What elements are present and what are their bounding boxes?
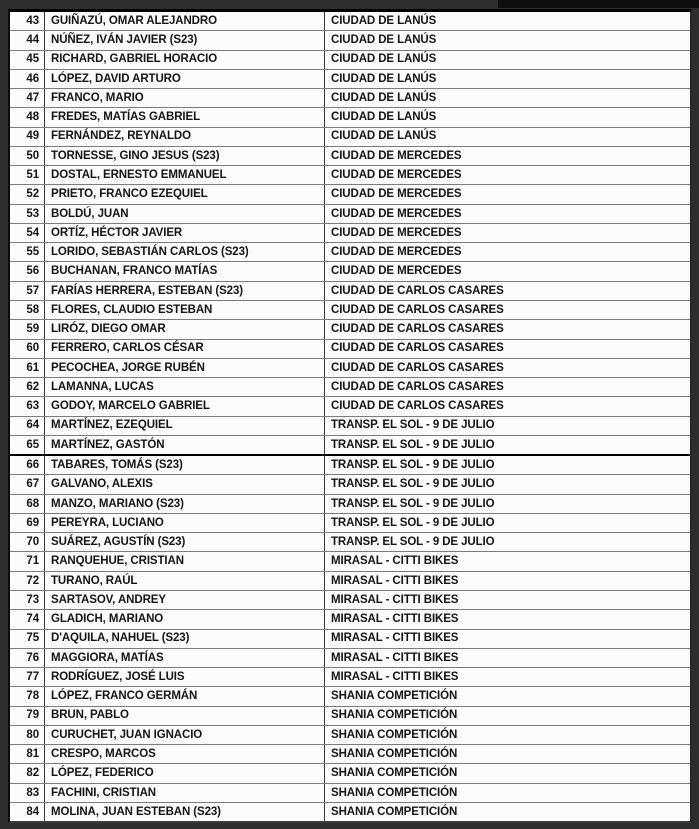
rider-name: ORTÍZ, HÉCTOR JAVIER: [45, 224, 325, 242]
rider-number: 79: [10, 707, 45, 725]
rider-name: FARÍAS HERRERA, ESTEBAN (S23): [45, 282, 325, 300]
rider-name: LIRÓZ, DIEGO OMAR: [45, 320, 325, 338]
rider-number: 58: [10, 301, 45, 319]
rider-number: 49: [10, 128, 45, 146]
table-row: [10, 51, 690, 70]
team-name: TRANSP. EL SOL - 9 DE JULIO: [331, 536, 495, 549]
rider-number: 77: [10, 668, 45, 686]
rider-number: 67: [10, 475, 45, 493]
rider-name: MAGGIORA, MATÍAS: [45, 649, 325, 667]
top-right-dark-block: [498, 0, 699, 8]
rider-name: LÓPEZ, FRANCO GERMÁN: [45, 687, 325, 705]
rider-name: GALVANO, ALEXIS: [45, 475, 325, 493]
team-name: SHANIA COMPETICIÓN: [331, 728, 458, 741]
rider-number: 84: [10, 803, 45, 821]
rider-number: 55: [10, 243, 45, 261]
team-name: CIUDAD DE LANÚS: [331, 14, 437, 27]
team-name: CIUDAD DE LANÚS: [331, 91, 437, 104]
rider-name: MOLINA, JUAN ESTEBAN (S23): [45, 803, 325, 821]
rider-name: TABARES, TOMÁS (S23): [45, 456, 325, 474]
rider-name: SARTASOV, ANDREY: [45, 591, 325, 609]
rider-name: PECOCHEA, JORGE RUBÉN: [45, 359, 325, 377]
table-row: [10, 572, 690, 591]
team-name: SHANIA COMPETICIÓN: [331, 767, 458, 780]
rider-name: RODRÍGUEZ, JOSÉ LUIS: [45, 668, 325, 686]
rider-number: 81: [10, 745, 45, 763]
rider-name: TURANO, RAÚL: [45, 572, 325, 590]
rider-number: 54: [10, 224, 45, 242]
rider-number: 80: [10, 726, 45, 744]
table-row: [10, 340, 690, 359]
team-name: CIUDAD DE LANÚS: [331, 72, 437, 85]
rider-name: CRESPO, MARCOS: [45, 745, 325, 763]
rider-number: 46: [10, 70, 45, 88]
team-name: CIUDAD DE LANÚS: [331, 34, 437, 47]
table-row: [10, 726, 690, 745]
team-name: SHANIA COMPETICIÓN: [331, 805, 458, 818]
rider-name: FACHINI, CRISTIAN: [45, 784, 325, 802]
team-name: SHANIA COMPETICIÓN: [331, 709, 458, 722]
rider-name: FERRERO, CARLOS CÉSAR: [45, 340, 325, 358]
table-row: [10, 243, 690, 262]
rider-number: 73: [10, 591, 45, 609]
team-name: SHANIA COMPETICIÓN: [331, 690, 458, 703]
rider-number: 74: [10, 610, 45, 628]
team-name: CIUDAD DE MERCEDES: [331, 207, 462, 220]
table-row: [10, 591, 690, 610]
rider-number: 65: [10, 436, 45, 454]
rider-name: MARTÍNEZ, EZEQUIEL: [45, 417, 325, 435]
table-row: [10, 89, 690, 108]
table-row: [10, 378, 690, 397]
rider-name: BRUN, PABLO: [45, 707, 325, 725]
table-row: [10, 456, 690, 475]
team-name: SHANIA COMPETICIÓN: [331, 786, 458, 799]
team-name: MIRASAL - CITTI BIKES: [331, 670, 459, 683]
rider-name: MANZO, MARIANO (S23): [45, 495, 325, 513]
rider-number: 62: [10, 378, 45, 396]
rider-name: LORIDO, SEBASTIÁN CARLOS (S23): [45, 243, 325, 261]
team-name: CIUDAD DE CARLOS CASARES: [331, 303, 504, 316]
rider-number: 48: [10, 108, 45, 126]
table-row: [10, 533, 690, 552]
rider-name: FRANCO, MARIO: [45, 89, 325, 107]
team-name: CIUDAD DE LANÚS: [331, 130, 437, 143]
rider-number: 61: [10, 359, 45, 377]
rider-name: RANQUEHUE, CRISTIAN: [45, 552, 325, 570]
team-name: MIRASAL - CITTI BIKES: [331, 613, 459, 626]
team-name: TRANSP. EL SOL - 9 DE JULIO: [331, 458, 495, 471]
table-row: [10, 668, 690, 687]
rider-number: 43: [10, 12, 45, 30]
rider-number: 69: [10, 514, 45, 532]
team-name: TRANSP. EL SOL - 9 DE JULIO: [331, 478, 495, 491]
rider-name: PEREYRA, LUCIANO: [45, 514, 325, 532]
team-name: CIUDAD DE LANÚS: [331, 53, 437, 66]
rider-number: 53: [10, 205, 45, 223]
table-row: [10, 417, 690, 436]
rider-number: 75: [10, 630, 45, 648]
team-name: MIRASAL - CITTI BIKES: [331, 651, 459, 664]
rider-name: GLADICH, MARIANO: [45, 610, 325, 628]
rider-name: BOLDÚ, JUAN: [45, 205, 325, 223]
table-row: [10, 610, 690, 629]
rider-name: BUCHANAN, FRANCO MATÍAS: [45, 262, 325, 280]
table-row: [10, 397, 690, 416]
table-row: [10, 108, 690, 127]
rider-name: RICHARD, GABRIEL HORACIO: [45, 51, 325, 69]
rider-number: 82: [10, 764, 45, 782]
rider-number: 50: [10, 147, 45, 165]
table-row: [10, 224, 690, 243]
table-row: [10, 12, 690, 31]
table-row: [10, 359, 690, 378]
table-row: [10, 185, 690, 204]
table-row: [10, 745, 690, 764]
rider-number: 63: [10, 397, 45, 415]
table-row: [10, 764, 690, 783]
rider-number: 72: [10, 572, 45, 590]
table-row: [10, 262, 690, 281]
rider-name: PRIETO, FRANCO EZEQUIEL: [45, 185, 325, 203]
team-name: CIUDAD DE MERCEDES: [331, 169, 462, 181]
rider-number: 51: [10, 166, 45, 184]
team-name: SHANIA COMPETICIÓN: [331, 747, 458, 760]
rider-name: CURUCHET, JUAN IGNACIO: [45, 726, 325, 744]
rider-name: LÓPEZ, FEDERICO: [45, 764, 325, 782]
rider-name: FLORES, CLAUDIO ESTEBAN: [45, 301, 325, 319]
team-name: CIUDAD DE MERCEDES: [331, 226, 462, 239]
team-name: CIUDAD DE CARLOS CASARES: [331, 284, 504, 297]
table-row: [10, 649, 690, 668]
team-name: CIUDAD DE CARLOS CASARES: [331, 323, 504, 336]
table-row: [10, 70, 690, 89]
team-name: TRANSP. EL SOL - 9 DE JULIO: [331, 497, 495, 510]
rider-number: 76: [10, 649, 45, 667]
rider-name: NÚÑEZ, IVÁN JAVIER (S23): [45, 31, 325, 49]
rider-number: 83: [10, 784, 45, 802]
table-row: [10, 436, 690, 456]
rider-name: LÓPEZ, DAVID ARTURO: [45, 70, 325, 88]
rider-number: 45: [10, 51, 45, 69]
rider-number: 59: [10, 320, 45, 338]
rider-number: 57: [10, 282, 45, 300]
rider-name: D'AQUILA, NAHUEL (S23): [45, 630, 325, 648]
team-name: MIRASAL - CITTI BIKES: [331, 632, 459, 645]
rider-name: GUIÑAZÚ, OMAR ALEJANDRO: [45, 12, 325, 30]
team-name: CIUDAD DE MERCEDES: [331, 149, 462, 162]
rider-list-table: [8, 9, 692, 823]
table-row: [10, 282, 690, 301]
rider-number: 44: [10, 31, 45, 49]
table-row: [10, 205, 690, 224]
rider-number: 78: [10, 687, 45, 705]
rider-number: 64: [10, 417, 45, 435]
table-row: [10, 803, 690, 821]
team-name: CIUDAD DE CARLOS CASARES: [331, 380, 504, 393]
rider-name: GODOY, MARCELO GABRIEL: [45, 397, 325, 415]
table-row: [10, 475, 690, 494]
rider-number: 52: [10, 185, 45, 203]
table-row: [10, 784, 690, 803]
team-name: CIUDAD DE CARLOS CASARES: [331, 361, 504, 374]
rider-name: SUÁREZ, AGUSTÍN (S23): [45, 533, 325, 551]
team-name: TRANSP. EL SOL - 9 DE JULIO: [331, 516, 495, 529]
rider-number: 71: [10, 552, 45, 570]
team-name: MIRASAL - CITTI BIKES: [331, 555, 459, 568]
rider-number: 56: [10, 262, 45, 280]
team-name: CIUDAD DE MERCEDES: [331, 188, 462, 201]
team-name: CIUDAD DE CARLOS CASARES: [331, 400, 504, 413]
rider-number: 70: [10, 533, 45, 551]
table-row: [10, 552, 690, 571]
team-name: CIUDAD DE MERCEDES: [331, 265, 462, 278]
table-row: [10, 166, 690, 185]
rider-number: 66: [10, 456, 45, 474]
table-row: [10, 320, 690, 339]
table-row: [10, 31, 690, 50]
rider-name: LAMANNA, LUCAS: [45, 378, 325, 396]
rider-name: TORNESSE, GINO JESUS (S23): [45, 147, 325, 165]
rider-name: MARTÍNEZ, GASTÓN: [45, 436, 325, 454]
team-name: CIUDAD DE LANÚS: [331, 111, 437, 124]
rider-name: DOSTAL, ERNESTO EMMANUEL: [45, 166, 325, 184]
table-row: [10, 630, 690, 649]
table-row: [10, 147, 690, 166]
rider-number: 60: [10, 340, 45, 358]
team-name: TRANSP. EL SOL - 9 DE JULIO: [331, 438, 495, 451]
table-row: [10, 495, 690, 514]
table-row: [10, 128, 690, 147]
team-name: TRANSP. EL SOL - 9 DE JULIO: [331, 419, 495, 432]
table-row: [10, 514, 690, 533]
team-name: MIRASAL - CITTI BIKES: [331, 593, 459, 606]
team-name: MIRASAL - CITTI BIKES: [331, 574, 459, 587]
table-row: [10, 687, 690, 706]
rider-number: 47: [10, 89, 45, 107]
team-name: CIUDAD DE MERCEDES: [331, 246, 462, 259]
rider-name: FREDES, MATÍAS GABRIEL: [45, 108, 325, 126]
table-row: [10, 301, 690, 320]
team-name: CIUDAD DE CARLOS CASARES: [331, 342, 504, 355]
table-row: [10, 707, 690, 726]
rider-number: 68: [10, 495, 45, 513]
rider-name: FERNÁNDEZ, REYNALDO: [45, 128, 325, 146]
